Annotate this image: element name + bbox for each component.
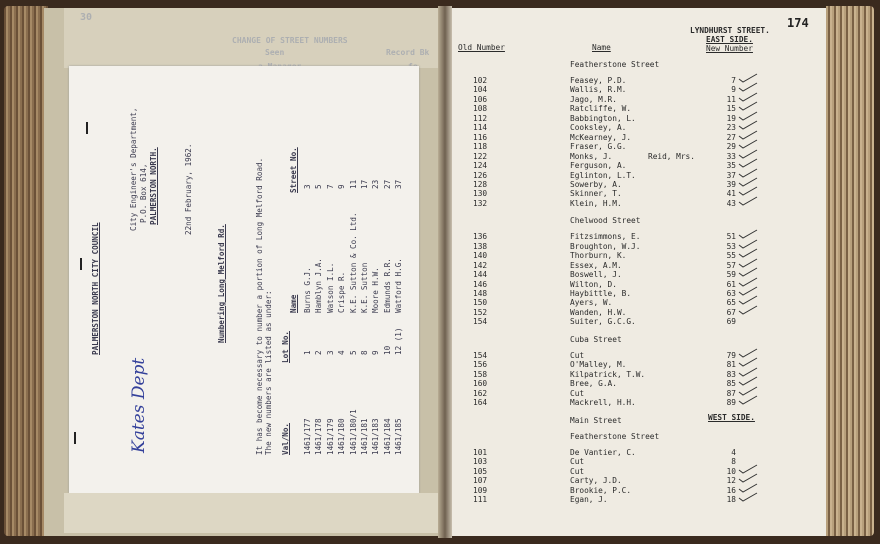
west-side-label: WEST SIDE. — [708, 413, 755, 422]
new-number: 79 — [726, 350, 736, 360]
street-section-heading: Featherstone Street — [570, 432, 660, 441]
check-tick-icon — [738, 196, 758, 206]
street-section-heading: Chelwood Street — [570, 216, 641, 226]
new-number: 18 — [726, 495, 736, 505]
new-number: 19 — [726, 113, 736, 123]
new-number: 69 — [726, 317, 736, 327]
occupant-name: Boswell, J. — [570, 270, 622, 280]
street-title: LYNDHURST STREET. — [690, 26, 770, 35]
occupant-name: Carty, J.D. — [570, 476, 622, 486]
new-number: 10 — [726, 466, 736, 476]
new-number: 11 — [726, 94, 736, 104]
occupant-name: Babbington, L. — [570, 113, 636, 123]
old-number: 144 — [473, 270, 488, 280]
council-heading: PALMERSTON NORTH CITY COUNCIL — [91, 222, 100, 355]
east-side-label: EAST SIDE. — [706, 35, 753, 44]
old-number: 130 — [473, 189, 488, 199]
address-line-2: P.O. Box 614, — [139, 163, 148, 223]
check-tick-icon — [738, 395, 758, 405]
lot-number: 10 — [382, 345, 392, 355]
old-number: 164 — [473, 398, 488, 408]
occupant-name: Cut — [570, 457, 585, 467]
new-number: 55 — [726, 251, 736, 261]
occupant-name: Bree, G.A. — [570, 379, 617, 389]
old-number: 104 — [473, 85, 488, 95]
old-number: 152 — [473, 307, 488, 317]
owner-name: Crispe R. — [337, 271, 347, 313]
header-street: Street No. — [289, 147, 298, 193]
new-number: 33 — [726, 151, 736, 161]
street-number: 27 — [382, 179, 392, 189]
new-number: 4 — [731, 448, 736, 457]
letter-subject: Numbering Long Melford Rd. — [217, 224, 226, 343]
occupant-name: Suiter, G.C.G. — [570, 317, 636, 327]
new-number: 12 — [726, 476, 736, 486]
occupant-name: Haybittle, B. — [570, 289, 632, 298]
old-number: 132 — [473, 198, 488, 208]
old-number: 103 — [473, 457, 488, 467]
pasted-letter — [69, 66, 419, 493]
header-lot: Lot No. — [281, 330, 290, 363]
address-line-3: PALMERSTON NORTH. — [149, 147, 158, 225]
occupant-name: Cooksley, A. — [570, 123, 627, 133]
lot-number: 8 — [360, 350, 369, 355]
punch-hole-mark — [86, 122, 88, 134]
old-number: 156 — [473, 360, 488, 370]
new-number: 29 — [726, 142, 736, 152]
old-number: 114 — [473, 123, 488, 133]
letter-date: 22nd February, 1962. — [184, 143, 193, 235]
old-number: 136 — [473, 232, 488, 242]
lot-number: 1 — [303, 350, 312, 355]
occupant-name: Ferguson, A. — [570, 161, 627, 171]
new-number: 59 — [726, 270, 736, 280]
new-number: 89 — [726, 398, 736, 408]
val-number: 1461/180 — [337, 418, 347, 455]
street-number: 9 — [337, 184, 347, 189]
owner-name: K.E. Sutton — [360, 262, 369, 313]
col-name: Name — [592, 43, 611, 52]
occupant-name: Monks, J. — [570, 151, 613, 161]
owner-name: Watson I.L. — [325, 262, 335, 313]
occupant-name: Fitzsimmons, E. — [570, 232, 641, 242]
owner-name: Edmunds R.R. — [382, 258, 392, 313]
old-number: 102 — [473, 76, 488, 85]
right-page — [446, 8, 826, 536]
occupant-name: Wallis, R.M. — [570, 85, 627, 95]
val-number: 1461/178 — [314, 418, 324, 455]
page-number: 174 — [787, 16, 809, 30]
header-val: Val/No. — [281, 422, 290, 455]
old-number: 154 — [473, 317, 488, 327]
faded-page-number: 30 — [80, 12, 93, 23]
new-number: 65 — [726, 298, 736, 308]
occupant-name: Kilpatrick, T.W. — [570, 369, 646, 379]
street-number: 37 — [394, 179, 404, 189]
new-number: 51 — [726, 232, 736, 242]
old-number: 160 — [473, 379, 488, 389]
new-number: 8 — [731, 457, 736, 467]
street-number: 17 — [360, 179, 369, 189]
old-number: 138 — [473, 241, 488, 251]
old-number: 116 — [473, 132, 488, 142]
occupant-name: Feasey, P.D. — [570, 76, 627, 85]
occupant-name: Wanden, H.W. — [570, 307, 627, 317]
street-section-heading: Cuba Street — [570, 334, 622, 344]
occupant-name: Wilton, D. — [570, 279, 617, 289]
val-number: 1461/179 — [325, 418, 335, 455]
new-number: 67 — [726, 307, 736, 317]
occupant-name: Jago, M.R. — [570, 94, 617, 104]
letter-intro-1: It has become necessary to number a portion of Long Melford Road. — [255, 157, 264, 455]
old-number: 128 — [473, 179, 488, 189]
occupant-name: Egan, J. — [570, 495, 608, 505]
occupant-name: De Vantier, C. — [570, 448, 636, 457]
street-section-heading: Featherstone Street — [570, 60, 660, 69]
check-tick-icon — [738, 492, 758, 502]
street-number: 7 — [325, 184, 335, 189]
old-number: 154 — [473, 350, 488, 360]
book-gutter — [438, 6, 452, 538]
old-number: 107 — [473, 476, 488, 486]
old-number: 111 — [473, 495, 488, 505]
old-number: 122 — [473, 151, 488, 161]
owner-name: Moore H.W. — [371, 267, 381, 313]
occupant-name: Cut — [570, 388, 585, 398]
val-number: 1461/184 — [382, 418, 392, 455]
owner-name: Hamblyn J.A. — [314, 258, 324, 313]
punch-hole-mark — [74, 432, 76, 444]
street-number: 23 — [371, 179, 381, 189]
new-number: 37 — [726, 170, 736, 180]
new-number: 7 — [731, 76, 736, 85]
street-number: 5 — [314, 184, 324, 189]
new-number: 15 — [726, 104, 736, 114]
old-number: 101 — [473, 448, 488, 457]
val-number: 1461/177 — [303, 418, 312, 455]
lot-number: 5 — [348, 350, 358, 355]
occupant-name: Brookie, P.C. — [570, 485, 632, 495]
letter-intro-2: The new numbers are listed as under: — [264, 290, 273, 455]
new-number: 39 — [726, 179, 736, 189]
val-number: 1461/185 — [394, 418, 404, 455]
old-number: 126 — [473, 170, 488, 180]
occupant-name: Eglinton, L.T. — [570, 170, 636, 180]
old-number: 148 — [473, 289, 488, 298]
new-number: 9 — [731, 85, 736, 95]
new-number: 83 — [726, 369, 736, 379]
new-number: 23 — [726, 123, 736, 133]
old-number: 158 — [473, 369, 488, 379]
old-number: 140 — [473, 251, 488, 261]
col-old-number: Old Number — [458, 43, 505, 52]
new-number: 35 — [726, 161, 736, 171]
left-page-lower-strip — [64, 493, 444, 533]
new-number: 16 — [726, 485, 736, 495]
lot-number: 2 — [314, 350, 324, 355]
new-number: 43 — [726, 198, 736, 208]
occupant-name-extra: Reid, Mrs. — [648, 151, 695, 161]
occupant-name: Ayers, W. — [570, 298, 613, 308]
new-number: 63 — [726, 289, 736, 298]
val-number: 1461/183 — [371, 418, 381, 455]
owner-name: Burns G.J. — [303, 267, 312, 313]
old-number: 109 — [473, 485, 488, 495]
new-number: 27 — [726, 132, 736, 142]
owner-name: K.E. Sutton & Co. Ltd. — [348, 212, 358, 313]
val-number: 1461/180/1 — [348, 409, 358, 455]
faded-heading: CHANGE OF STREET NUMBERS — [232, 36, 348, 45]
owner-name: Watford H.G. — [394, 258, 404, 313]
old-number: 108 — [473, 104, 488, 114]
old-number: 118 — [473, 142, 488, 152]
right-page-edges — [826, 6, 874, 536]
lot-number: 12 (1) — [394, 327, 404, 355]
old-number: 105 — [473, 466, 488, 476]
old-number: 124 — [473, 161, 488, 171]
faded-record: Record Bk — [386, 48, 430, 57]
occupant-name: Mackrell, H.H. — [570, 398, 636, 408]
street-section-heading: Main Street — [570, 415, 622, 425]
occupant-name: Essex, A.M. — [570, 260, 622, 270]
old-number: 146 — [473, 279, 488, 289]
occupant-name: Fraser, G.G. — [570, 142, 627, 152]
lot-number: 9 — [371, 350, 381, 355]
occupant-name: McKearney, J. — [570, 132, 632, 142]
street-number: 11 — [348, 179, 358, 189]
old-number: 162 — [473, 388, 488, 398]
occupant-name: Thorburn, K. — [570, 251, 627, 261]
occupant-name: Ratcliffe, W. — [570, 104, 632, 114]
new-number: 81 — [726, 360, 736, 370]
old-number: 150 — [473, 298, 488, 308]
new-number: 41 — [726, 189, 736, 199]
left-page-edges — [4, 6, 48, 536]
handwritten-signature: Kates Dept — [129, 357, 149, 453]
occupant-name: Skinner, T. — [570, 189, 622, 199]
col-new-number: New Number — [706, 44, 753, 53]
new-number: 53 — [726, 241, 736, 251]
occupant-name: Broughton, W.J. — [570, 241, 641, 251]
occupant-name: Klein, H.M. — [570, 198, 622, 208]
new-number: 85 — [726, 379, 736, 389]
new-number: 61 — [726, 279, 736, 289]
new-number: 87 — [726, 388, 736, 398]
punch-hole-mark — [80, 258, 82, 270]
old-number: 142 — [473, 260, 488, 270]
faded-seen: Seen — [265, 48, 285, 57]
rotated-letter-content — [69, 66, 419, 493]
street-number: 3 — [303, 184, 312, 189]
val-number: 1461/181 — [360, 418, 369, 455]
lot-number: 4 — [337, 350, 347, 355]
occupant-name: Cut — [570, 466, 585, 476]
address-line-1: City Engineer's Department, — [129, 107, 138, 231]
old-number: 112 — [473, 113, 488, 123]
occupant-name: O'Malley, M. — [570, 360, 627, 370]
new-number: 57 — [726, 260, 736, 270]
check-tick-icon — [738, 305, 758, 315]
occupant-name: Cut — [570, 350, 585, 360]
header-name: Name — [289, 294, 298, 313]
old-number: 106 — [473, 94, 488, 104]
occupant-name: Sowerby, A. — [570, 179, 622, 189]
lot-number: 3 — [325, 350, 335, 355]
